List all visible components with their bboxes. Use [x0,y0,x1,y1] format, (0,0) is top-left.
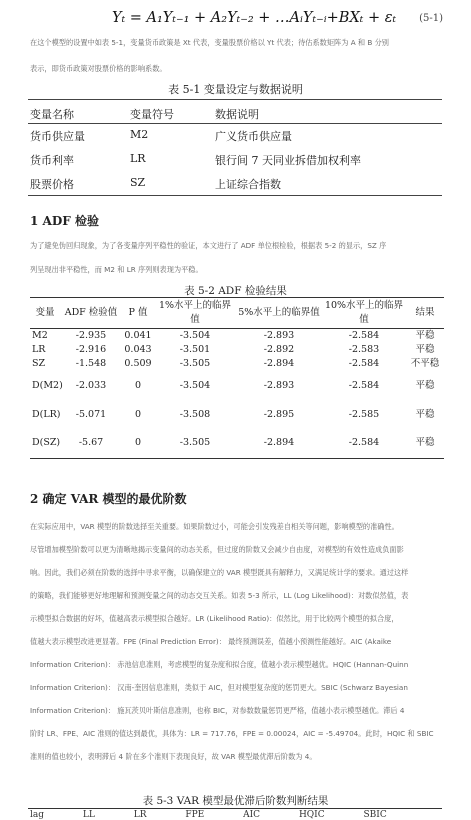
table-5-1-caption: 表 5-1 变量设定与数据说明 [168,83,303,96]
equation-number: (5-1) [419,13,443,24]
table-5-2-header: 变量 [30,298,60,329]
table-5-2-cell: -2.583 [348,344,380,355]
table-5-2-caption: 表 5-2 ADF 检验结果 [184,285,287,297]
section-2-paragraph-line: Information Criterion)： 赤池信息准则，考虑模型的复杂度和拟合度，值越小表示模型越优。HQIC (Hannan-Quinn [30,660,409,669]
table-5-1-cell: SZ [130,176,146,189]
table-5-1-top-rule [28,99,442,100]
table-5-2-header: 1%水平上的临界值 [154,298,236,329]
table-5-1-cell: 银行间 7 天同业拆借加权利率 [215,154,361,167]
table-row [30,429,444,458]
table-5-2-cell: SZ [32,358,46,369]
table-row [30,329,444,344]
table-5-2-cell: -3.504 [179,379,211,391]
table-5-2-cell: -5.67 [60,429,122,458]
table-5-2-cell: 0 [122,429,154,458]
equation-5-1 [0,8,471,34]
table-5-2-cell: -3.501 [179,344,211,355]
table-5-2-header: 10%水平上的临界值 [322,298,406,329]
table-5-2-header: 5%水平上的临界值 [236,298,322,329]
table-5-2-cell: -2.895 [263,408,295,420]
table-5-2-header: P 值 [122,298,154,329]
section-2-paragraph-line: Information Criterion)： 汉南-奎因信息准则，类似于 AIC，但对模型复杂度的惩罚更大。SBIC (Schwarz Bayesian [30,683,408,692]
table-5-1-header-rule [28,123,442,124]
table-5-2 [30,297,444,459]
table-5-2-cell: -3.505 [154,429,236,458]
table-5-2-cell: -2.935 [75,330,107,341]
table-5-2-cell: 不平稳 [410,358,440,369]
table-row [30,357,444,371]
table-row [30,343,444,357]
table-5-2-cell: 平稳 [415,330,435,341]
table-5-2-cell: -2.033 [75,379,107,391]
table-5-3-header: lag [30,810,45,820]
table-5-2-cell: -3.504 [179,330,211,341]
section-2-paragraph-line: 值越大表示模型改进更显著。FPE (Final Prediction Error)： 最终预测误差，值越小预测性能越好。AIC (Akaike [30,637,392,646]
table-5-3-header: SBIC [363,810,387,820]
table-row [30,371,444,400]
table-5-2-header-row [30,298,444,329]
table-5-2-cell: -2.584 [348,330,380,341]
section-heading-var-order: 2 确定 VAR 模型的最优阶数 [30,492,187,506]
section-2-paragraph-line: 尽管增加模型阶数可以更为清晰地揭示变量间的动态关系，但过度的阶数又会减少自由度，对模型的有效性造成负面影 [30,545,404,554]
table-5-1-header: 变量名称 [30,108,74,121]
table-5-2-cell: D(LR) [32,408,61,420]
table-5-2-cell: 平稳 [406,429,444,458]
table-5-2-cell: -2.916 [75,344,107,355]
section-2-paragraph-line: 阶时 LR、FPE、AIC 准则的值达到最优，具体为：LR = 717.76，FPE = 0.00024，AIC = -5.49704。此时，HQIC 和 SBIC [30,729,434,738]
table-5-3-partial-header [30,810,387,820]
table-5-2-cell: -2.894 [236,429,322,458]
table-5-2-cell: -2.585 [348,408,380,420]
section-2-paragraph-line: Information Criterion)： 施瓦茨贝叶斯信息准则，也称 BIC，对参数数量惩罚更严格，值越小表示模型越优。滞后 4 [30,706,405,715]
table-5-2-cell: -5.071 [75,408,107,420]
table-5-2-cell: 0 [134,379,142,391]
table-5-3-header: FPE [185,810,205,820]
table-5-2-cell: D(SZ) [30,429,60,458]
table-5-3-header: LR [133,810,147,820]
table-5-2-cell: D(M2) [32,379,63,391]
table-5-2-cell: -1.548 [75,358,107,369]
table-5-2-cell: 0.043 [124,344,152,355]
table-5-2-cell: -2.893 [263,379,295,391]
table-5-2-cell: 平稳 [415,408,435,420]
table-5-2-cell: 0.041 [124,330,152,341]
table-5-2-cell: 0 [134,408,142,420]
table-5-1-cell: 上证综合指数 [215,178,281,191]
table-row [30,400,444,429]
table-5-3-header: HQIC [298,810,325,820]
table-5-1-cell: 货币利率 [30,154,74,167]
table-5-3-top-rule [28,808,442,809]
section-heading-adf: 1 ADF 检验 [30,214,99,228]
section-2-paragraph-line: 准则的值也较小，表明滞后 4 阶在多个准则下表现良好，故 VAR 模型最优滞后阶数为 4。 [30,752,317,761]
table-5-2-cell: 平稳 [415,344,435,355]
section-1-paragraph-line: 列呈现出非平稳性，而 M2 和 LR 序列则表现为平稳。 [30,265,203,274]
table-5-2-header: ADF 检验值 [60,298,122,329]
table-5-3-header: AIC [243,810,261,820]
table-5-2-cell: -3.505 [179,358,211,369]
table-5-1-header: 变量符号 [130,108,174,121]
table-5-2-cell: 0.509 [124,358,152,369]
intro-paragraph-line: 在这个模型的设置中如表 5-1，变量货币政策是 Xt 代表，变量股票价格以 Yt 代表；待估系数矩阵为 A 和 B 分别 [30,38,389,47]
table-5-1-cell: 货币供应量 [30,130,85,143]
section-2-paragraph-line: 示模型拟合数据的好坏，值越高表示模型拟合越好。LR (Likelihood Ratio)：似然比，用于比较两个模型的拟合度， [30,614,399,623]
table-5-2-cell: -2.584 [348,358,380,369]
section-2-paragraph-line: 响。因此，我们必须在阶数的选择中寻求平衡，以确保建立的 VAR 模型既具有解释力，又满足统计学的要求。通过这样 [30,568,409,577]
table-5-3-caption: 表 5-3 VAR 模型最优滞后阶数判断结果 [142,795,329,807]
equation-formula: Yₜ = A₁Yₜ₋₁ + A₂Yₜ₋₂ + …AᵢYₜ₋ᵢ+BXₜ + εₜ [112,10,397,26]
table-5-2-cell: 平稳 [415,379,435,391]
table-5-2-cell: M2 [32,330,48,341]
table-5-1-header: 数据说明 [215,108,259,121]
table-5-2-cell: -2.892 [263,344,295,355]
table-5-1-cell: LR [130,152,146,165]
section-1-paragraph-line: 为了避免伪回归现象，为了各变量序列平稳性的验证，本文进行了 ADF 单位根检验，根据表 5-2 的显示，SZ 序 [30,241,387,250]
section-2-paragraph-line: 在实际应用中，VAR 模型的阶数选择至关重要。如果阶数过小，可能会引发残差自相关等问题，影响模型的准确性。 [30,522,399,531]
intro-paragraph-line: 表示，即货币政策对股票价格的影响系数。 [30,64,167,73]
table-5-2-cell: -2.584 [348,379,380,391]
table-5-2-cell: -2.893 [263,330,295,341]
table-5-1-bottom-rule [28,195,442,196]
table-5-3-header: LL [82,810,95,820]
table-5-2-cell: LR [32,344,46,355]
table-5-1-cell: 广义货币供应量 [215,130,292,143]
table-5-1-cell: M2 [130,128,149,141]
table-5-1-cell: 股票价格 [30,178,74,191]
table-5-2-cell: -2.584 [322,429,406,458]
table-5-2-cell: -2.894 [263,358,295,369]
section-2-paragraph-line: 的策略，我们能够更好地理解和预测变量之间的动态交互关系。如表 5-3 所示，LL (Log Likelihood)：对数似然值，表 [30,591,409,600]
table-5-2-header: 结果 [406,298,444,329]
table-5-2-cell: -3.508 [179,408,211,420]
